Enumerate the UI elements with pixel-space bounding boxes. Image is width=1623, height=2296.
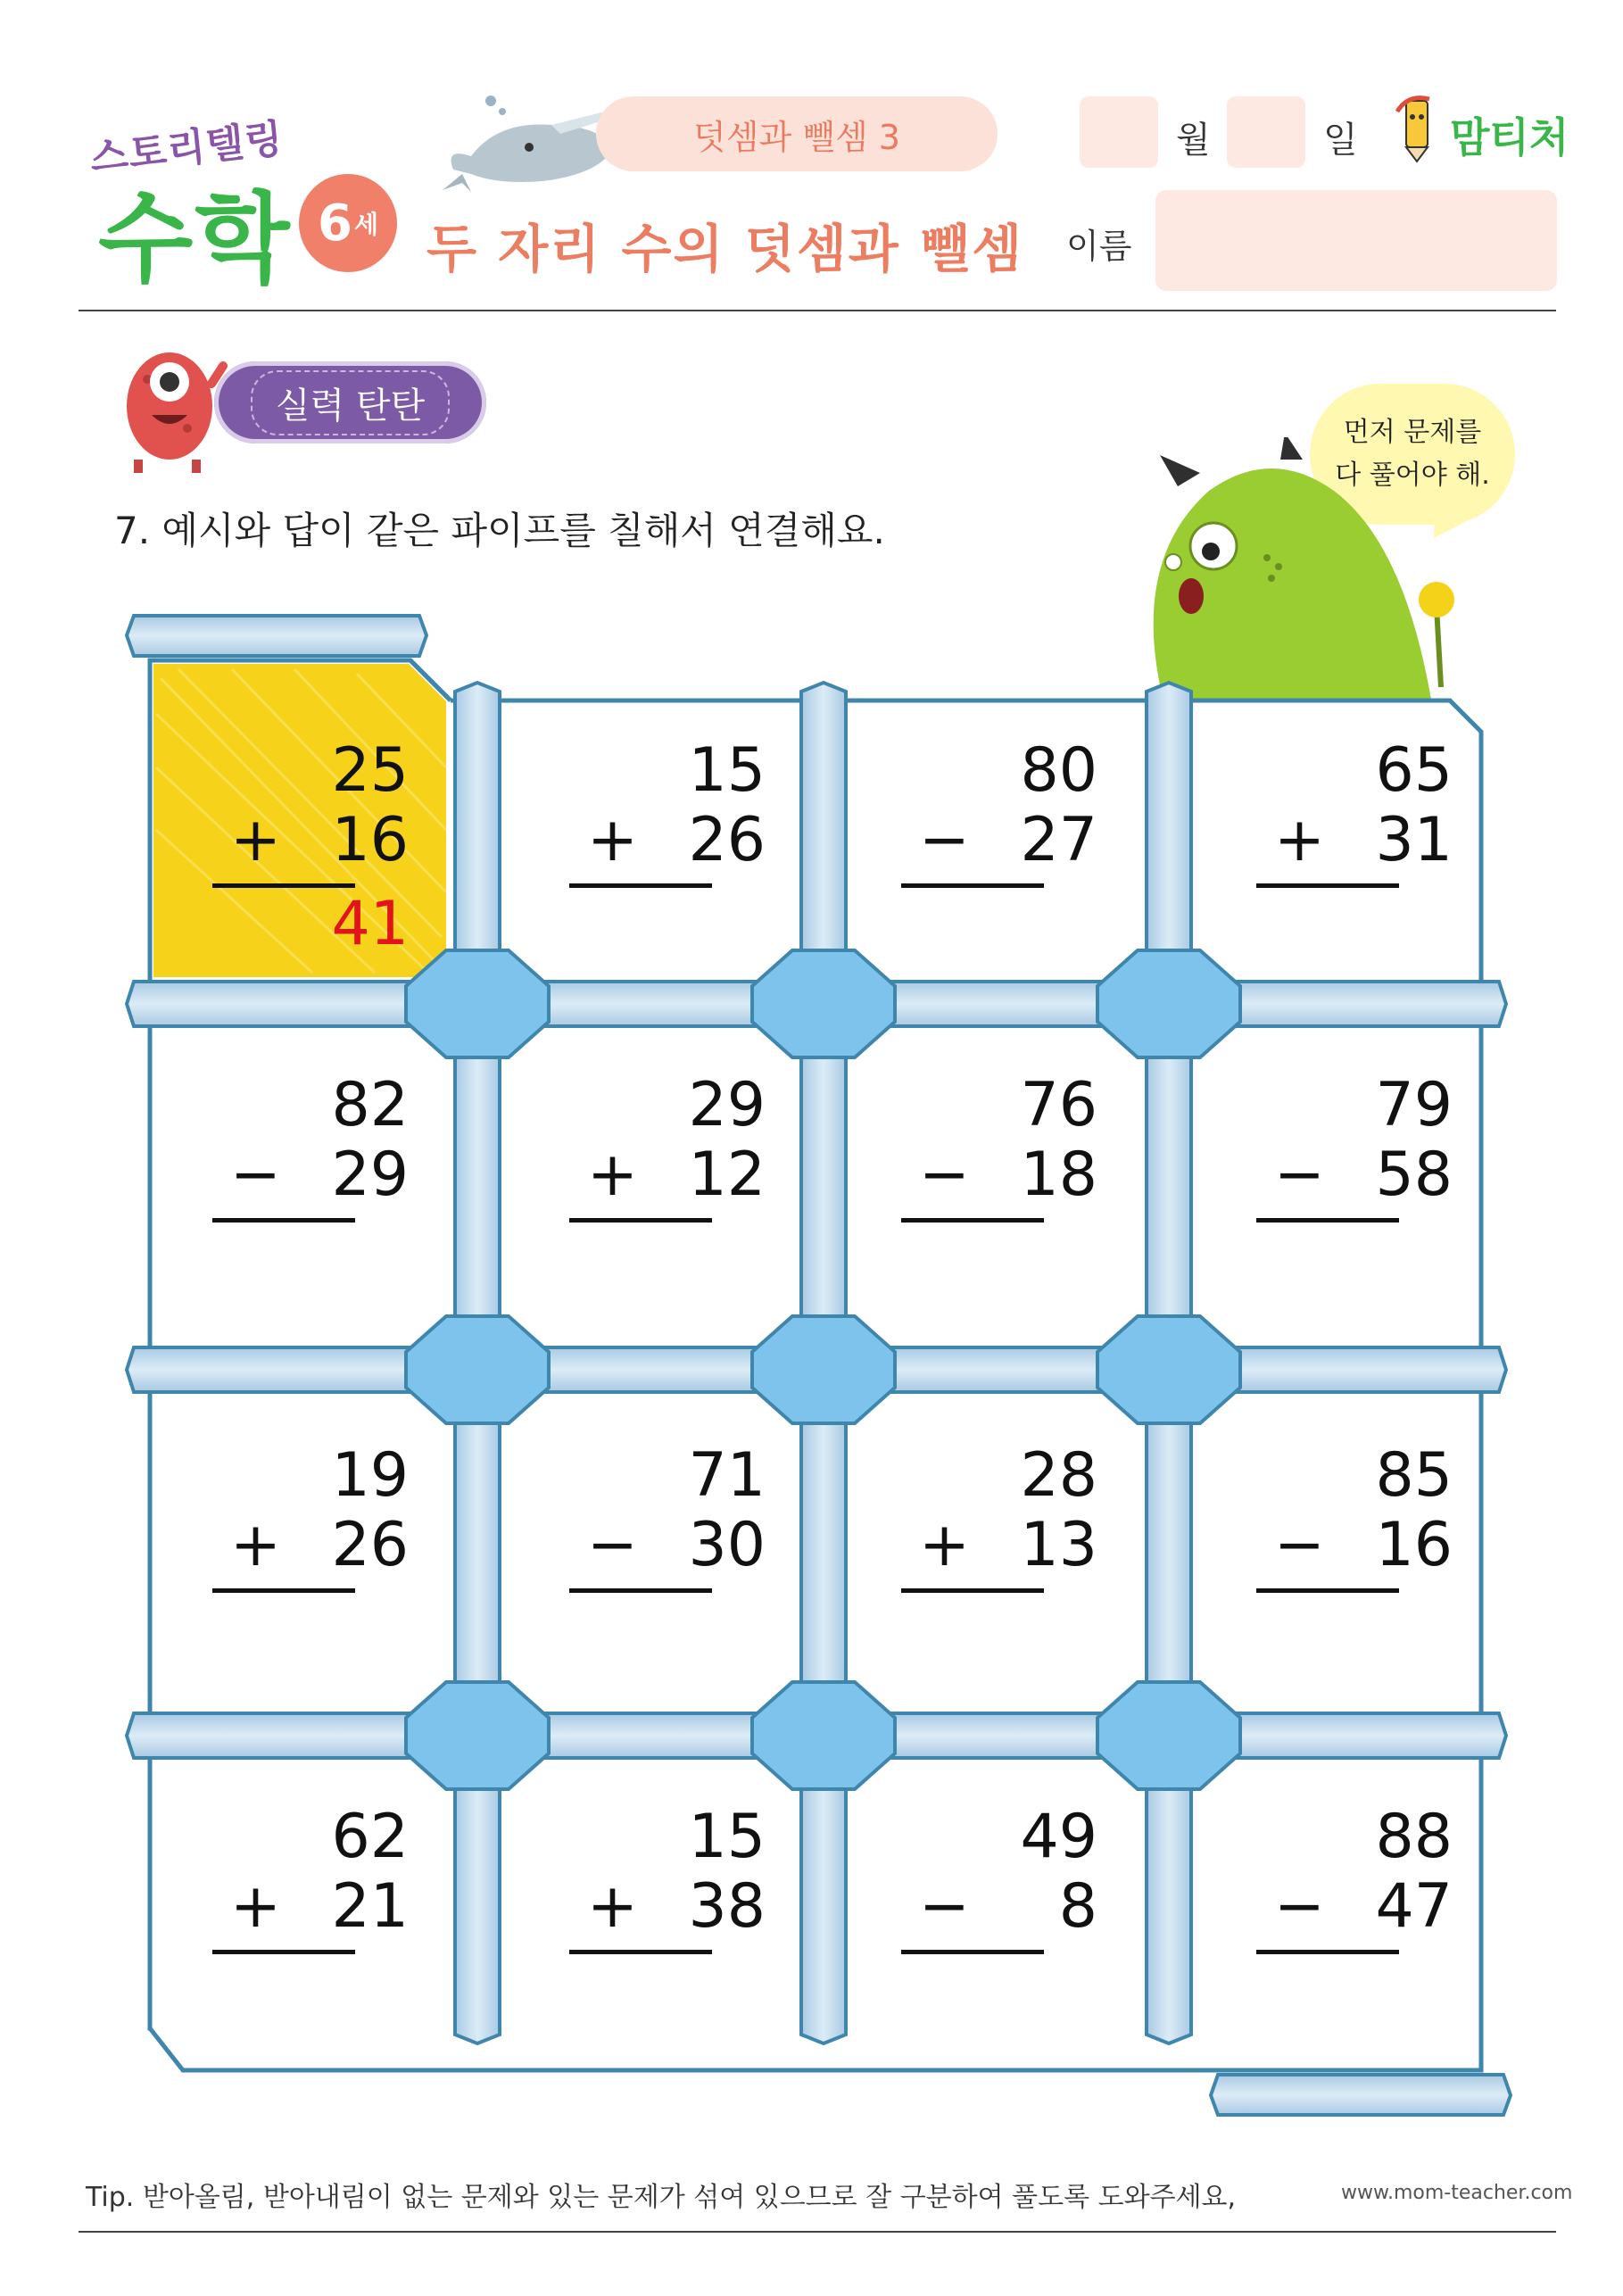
problem-cell[interactable]: [1169, 1410, 1526, 1767]
answer-line: [901, 1950, 1044, 1954]
operator: −: [1274, 1871, 1325, 1942]
operand-1: 88: [1375, 1802, 1453, 1872]
problem-cell[interactable]: [125, 1771, 482, 2128]
operator: −: [1274, 1510, 1325, 1580]
operand-1: 49: [1020, 1802, 1097, 1872]
answer-line: [901, 1218, 1044, 1223]
operand-2: 18: [1020, 1140, 1097, 1210]
brand-logo: 맘티처: [1450, 113, 1569, 162]
operand-1: 79: [1375, 1070, 1453, 1140]
operand-1: 71: [688, 1440, 766, 1511]
operand-1: 65: [1375, 735, 1453, 806]
operand-2: 21: [331, 1871, 409, 1942]
operator: −: [919, 1140, 970, 1210]
operand-1: 25: [331, 735, 409, 806]
answer-line: [212, 883, 355, 888]
operand-2: 58: [1375, 1140, 1453, 1210]
operand-1: 76: [1020, 1070, 1097, 1140]
problem-cell[interactable]: [1169, 1040, 1526, 1397]
problem-cell[interactable]: [482, 1771, 839, 2128]
operator: −: [919, 1871, 970, 1942]
operand-2: 30: [688, 1510, 766, 1580]
operand-2: 31: [1375, 805, 1453, 875]
operand-1: 15: [688, 1802, 766, 1872]
operand-2: 12: [688, 1140, 766, 1210]
operator: +: [587, 1871, 638, 1942]
operator: +: [230, 1871, 281, 1942]
answer-line: [901, 883, 1044, 888]
problem-cell[interactable]: [125, 1040, 482, 1397]
operand-1: 62: [331, 1802, 409, 1872]
speech-line-1: 먼저 문제를: [1343, 417, 1482, 448]
answer-line: [1256, 1950, 1399, 1954]
problem-cell[interactable]: [814, 1771, 1171, 2128]
operator: −: [587, 1510, 638, 1580]
name-label: 이름: [1066, 227, 1132, 266]
answer-line: [569, 1588, 712, 1593]
operand-1: 85: [1375, 1440, 1453, 1511]
question-text: 7. 예시와 답이 같은 파이프를 칠해서 연결해요.: [114, 509, 885, 552]
problem-cell[interactable]: [1169, 1771, 1526, 2128]
answer-line: [212, 1950, 355, 1954]
operand-2: 26: [331, 1510, 409, 1580]
problem-cell[interactable]: [482, 1040, 839, 1397]
operator: +: [1274, 805, 1325, 875]
answer-line: [901, 1588, 1044, 1593]
speech-line-2: 다 풀어야 해.: [1335, 460, 1490, 491]
operand-2: 26: [688, 805, 766, 875]
operator: −: [230, 1140, 281, 1210]
answer-line: [212, 1218, 355, 1223]
problem-cell[interactable]: [482, 1410, 839, 1767]
operator: +: [230, 805, 281, 875]
operand-1: 28: [1020, 1440, 1097, 1511]
answer-line: [1256, 1588, 1399, 1593]
operator: +: [919, 1510, 970, 1580]
footer-tip: Tip. 받아올림, 받아내림이 없는 문제와 있는 문제가 섞여 있으므로 잘 구분하여 풀도록 도와주세요,: [86, 2182, 1237, 2213]
answer-line: [212, 1588, 355, 1593]
operand-2: 27: [1020, 805, 1097, 875]
operand-2: 8: [1058, 1871, 1097, 1942]
problem-cell[interactable]: [814, 1040, 1171, 1397]
operator: +: [587, 1140, 638, 1210]
day-label: 일: [1323, 120, 1358, 161]
month-label: 월: [1176, 120, 1211, 161]
answer-line: [569, 1218, 712, 1223]
operand-1: 19: [331, 1440, 409, 1511]
section-label-text: 실력 탄탄: [251, 370, 450, 435]
age-unit: 세: [353, 210, 379, 239]
footer-url: www.mom-teacher.com: [1341, 2182, 1573, 2204]
operand-1: 15: [688, 735, 766, 806]
answer-line: [569, 883, 712, 888]
example-answer: 41: [331, 889, 409, 959]
topic-label: 덧셈과 뺄셈 3: [596, 96, 998, 171]
series-name: 스토리텔링: [87, 115, 286, 182]
problem-cell[interactable]: [482, 705, 839, 1062]
operand-2: 29: [331, 1140, 409, 1210]
answer-line: [1256, 883, 1399, 888]
operand-2: 47: [1375, 1871, 1453, 1942]
operand-1: 80: [1020, 735, 1097, 806]
operand-1: 82: [331, 1070, 409, 1140]
answer-line: [1256, 1218, 1399, 1223]
footer-divider: [79, 2231, 1556, 2233]
operator: +: [230, 1510, 281, 1580]
operator: +: [587, 805, 638, 875]
problem-cell[interactable]: [814, 1410, 1171, 1767]
operand-2: 16: [1375, 1510, 1453, 1580]
problem-cell[interactable]: [1169, 705, 1526, 1062]
operator: −: [919, 805, 970, 875]
age-number: 6: [317, 194, 352, 253]
subject-title: 수학: [98, 182, 292, 296]
problem-cell: [125, 705, 482, 1062]
operand-2: 16: [331, 805, 409, 875]
page-subtitle: 두 자리 수의 덧셈과 뺄셈: [426, 219, 1024, 279]
answer-line: [569, 1950, 712, 1954]
operand-1: 29: [688, 1070, 766, 1140]
operand-2: 38: [688, 1871, 766, 1942]
problem-cell[interactable]: [125, 1410, 482, 1767]
operand-2: 13: [1020, 1510, 1097, 1580]
operator: −: [1274, 1140, 1325, 1210]
problem-cell[interactable]: [814, 705, 1171, 1062]
